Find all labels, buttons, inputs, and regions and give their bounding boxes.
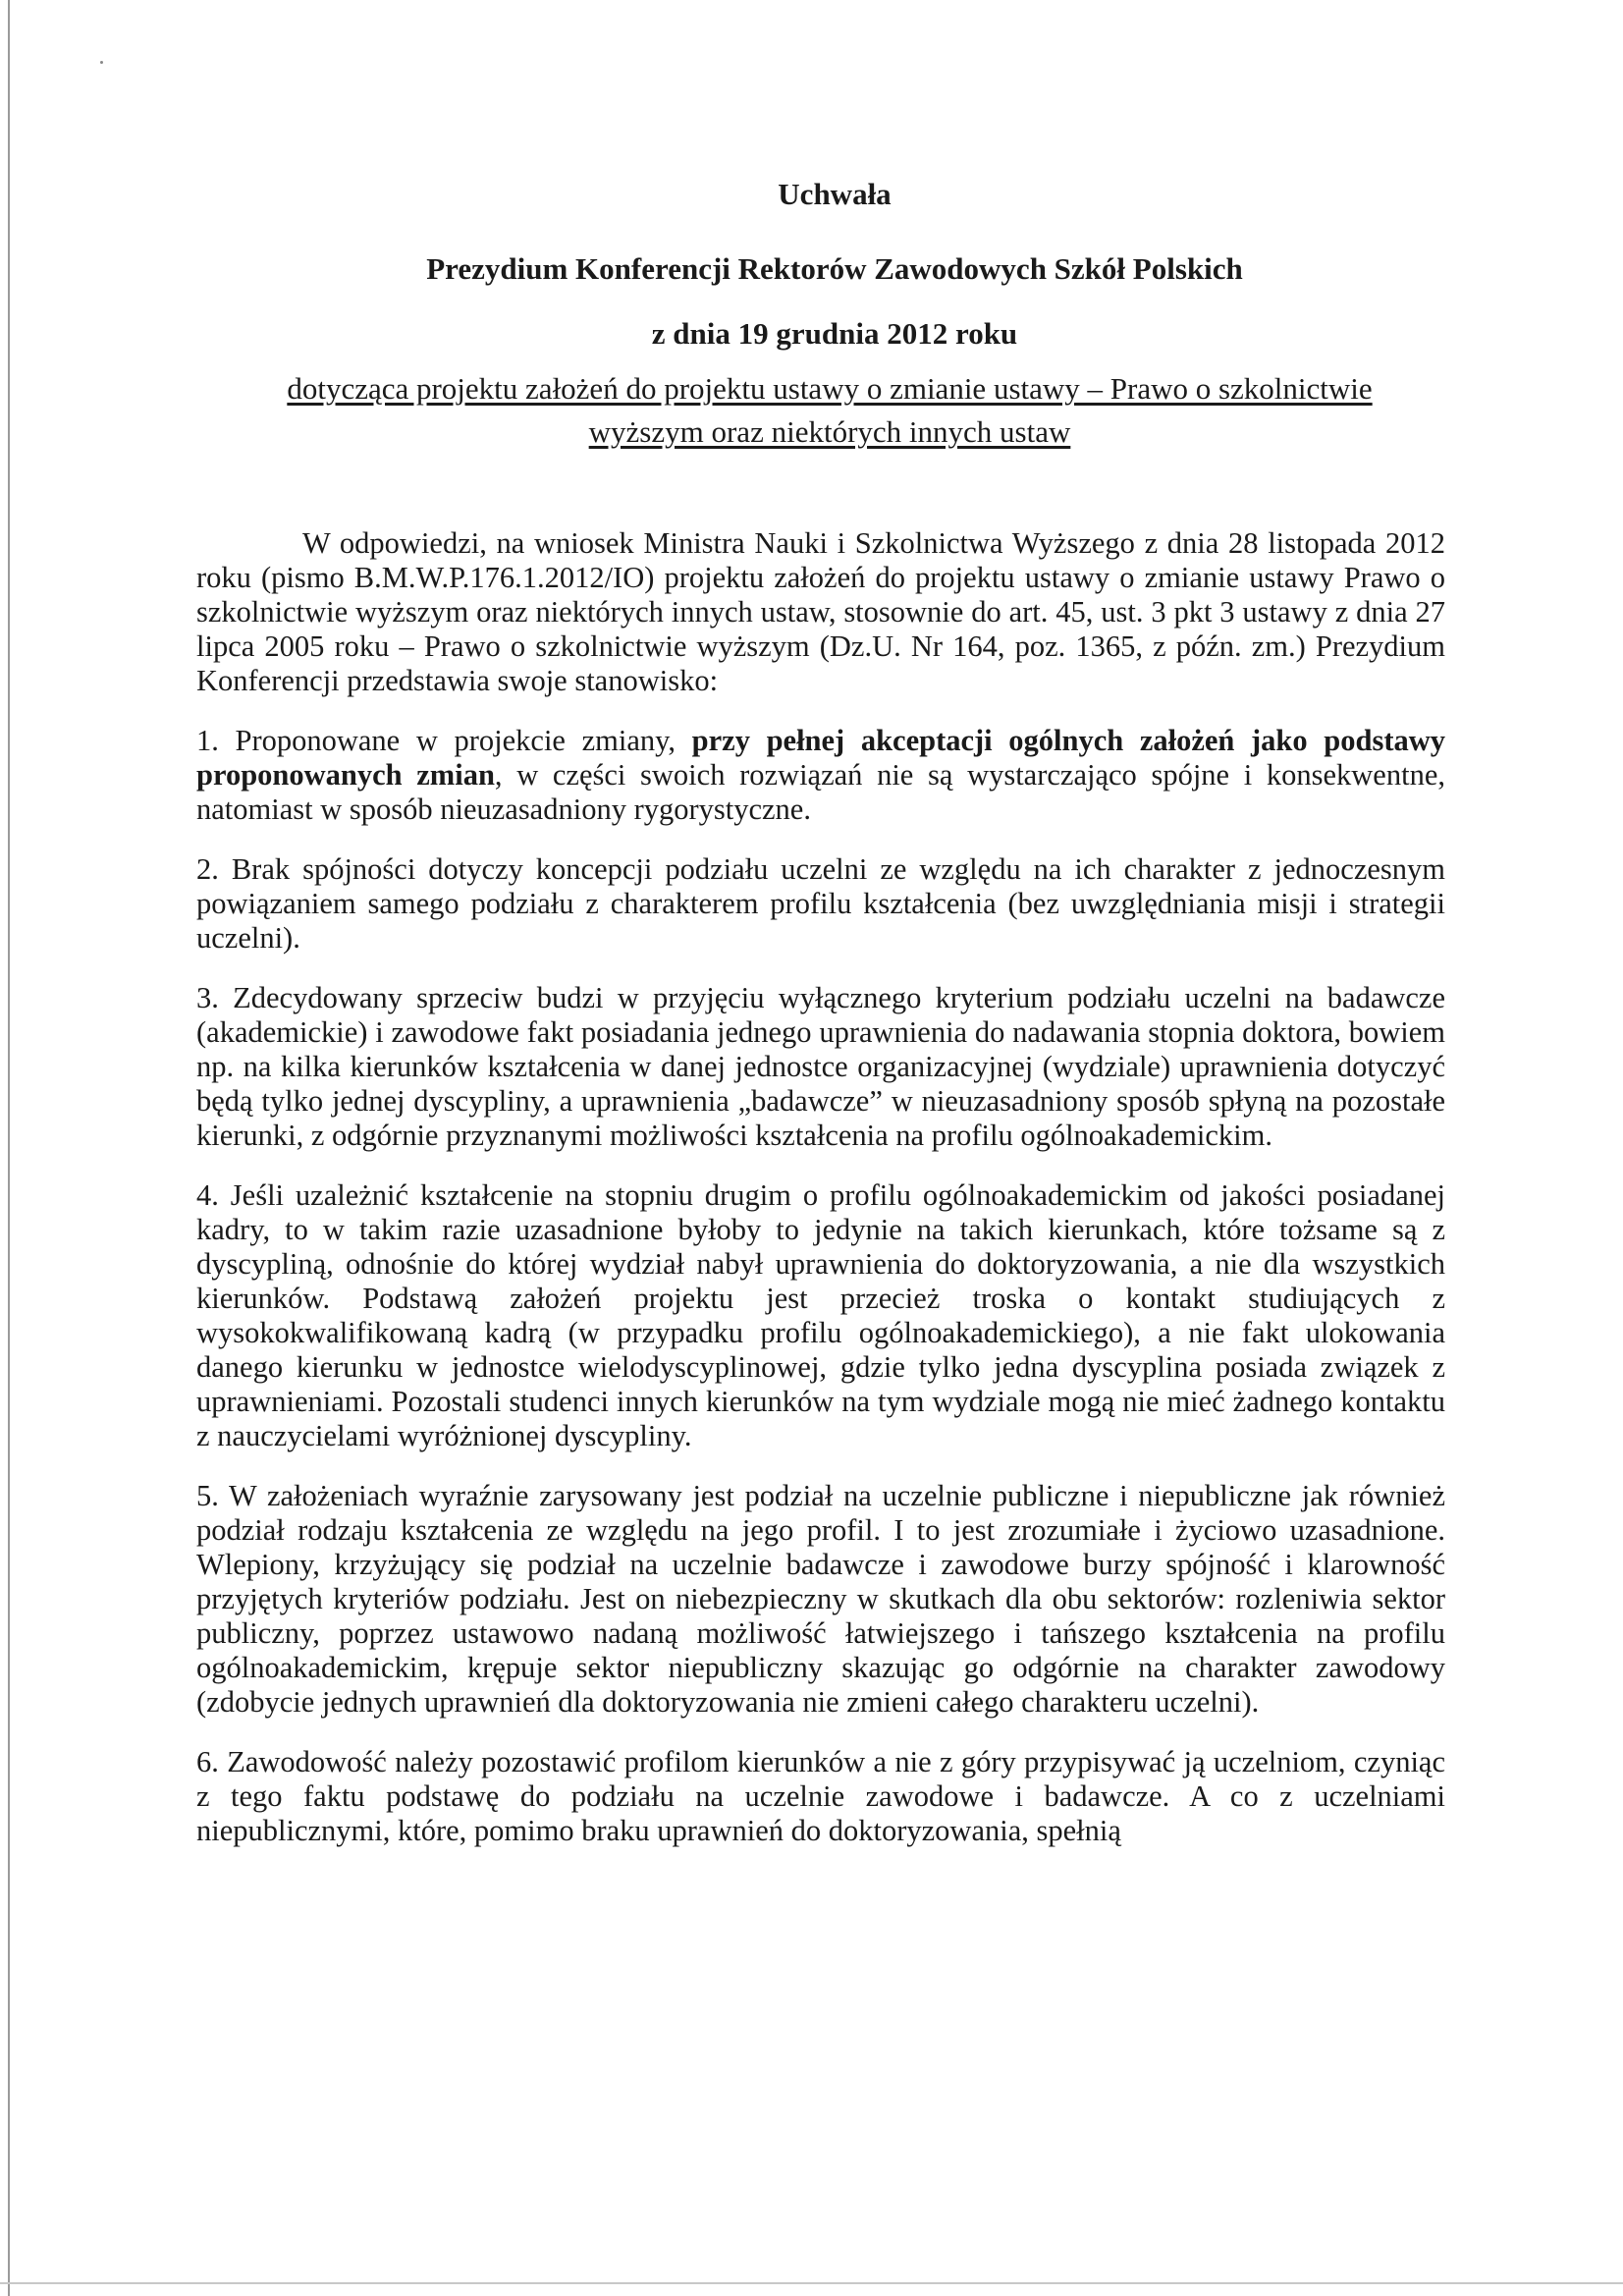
point-1-suffix: , w części swoich rozwiązań nie są wystarczająco spójne i konsekwentne, natomiast w sposób nieuzasadniony rygorystyczne. [196,758,1445,826]
point-1 [196,724,1445,827]
document-body [196,526,1445,1874]
point-5: 5. W założeniach wyraźnie zarysowany jest podział na uczelnie publiczne i niepubliczne jak również podział rodzaju kształcenia ze względu na jego profil. I to jest zrozumiałe i życiowo uzasadnione. Wlepiony, krzyżujący się podział na uczelnie badawcze i zawodowe burzy spójność i klarowność przyjętych kryteriów podziału. Jest on niebezpieczny w skutkach dla obu sektorów: rozleniwia sektor publiczny, poprzez ustawowo nadaną możliwość łatwiejszego i tańszego kształcenia na profilu ogólnoakademickim, krępuje sektor niepubliczny skazując go odgórnie na charakter zawodowy (zdobycie jednych uprawnień dla doktoryzowania nie zmieni całego charakteru uczelni). [196,1479,1445,1719]
point-1-bold: przy pełnej akceptacji ogólnych założeń jako podstawy proponowanych zmian [196,724,1445,792]
point-3: 3. Zdecydowany sprzeciw budzi w przyjęciu wyłącznego kryterium podziału uczelni na badawcze (akademickie) i zawodowe fakt posiadania jednego uprawnienia do nadawania stopnia doktora, bowiem np. na kilka kierunków kształcenia w danej jednostce organizacyjnej (wydziale) uprawnienia dotyczyć będą tylko jednej dyscypliny, a uprawnienia „badawcze” w nieuzasadniony sposób spłyną na pozostałe kierunki, z odgórnie przyznanymi możliwości kształcenia na profilu ogólnoakademickim. [196,981,1445,1152]
resolution-subject: dotycząca projektu założeń do projektu ustawy o zmianie ustawy – Prawo o szkolnictwie wyższym oraz niektórych innych ustaw [287,371,1373,449]
resolution-date: z dnia 19 grudnia 2012 roku [651,316,1018,351]
organization-name: Prezydium Konferencji Rektorów Zawodowych Szkół Polskich [426,251,1243,286]
scan-bottom-edge [0,2282,1623,2284]
point-1-prefix: 1. Proponowane w projekcie zmiany, [196,724,692,757]
intro-paragraph: W odpowiedzi, na wniosek Ministra Nauki i Szkolnictwa Wyższego z dnia 28 listopada 2012 roku (pismo B.M.W.P.176.1.2012/IO) projektu założeń do projektu ustawy o zmianie ustawy Prawo o szkolnictwie wyższym oraz niektórych innych ustaw, stosownie do art. 45, ust. 3 pkt 3 ustawy z dnia 27 lipca 2005 roku – Prawo o szkolnictwie wyższym (Dz.U. Nr 164, poz. 1365, z późn. zm.) Prezydium Konferencji przedstawia swoje stanowisko: [196,526,1445,697]
point-4: 4. Jeśli uzależnić kształcenie na stopniu drugim o profilu ogólnoakademickim od jakości posiadanej kadry, to w takim razie uzasadnione byłoby to jedynie na takich kierunkach, które tożsame są z dyscypliną, odnośnie do której wydział nabył uprawnienia do doktoryzowania, a nie dla wszystkich kierunków. Podstawą założeń projektu jest przecież troska o kontakt studiujących z wysokokwalifikowaną kadrą (w przypadku profilu ogólnoakademickiego), a nie fakt ulokowania danego kierunku w jednostce wielodyscyplinowej, gdzie tylko jedna dyscyplina posiada związek z uprawnieniami. Pozostali studenci innych kierunków na tym wydziale mogą nie mieć żadnego kontaktu z nauczycielami wyróżnionej dyscypliny. [196,1178,1445,1452]
point-6: 6. Zawodowość należy pozostawić profilom kierunków a nie z góry przypisywać ją uczelniom, czyniąc z tego faktu podstawę do podziału na uczelnie zawodowe i badawcze. A co z uczelniami niepublicznymi, które, pomimo braku uprawnień do doktoryzowania, spełnią [196,1745,1445,1847]
scan-margin-line [8,0,10,2296]
scan-speck [100,61,103,64]
point-2: 2. Brak spójności dotyczy koncepcji podziału uczelni ze względu na ich charakter z jednoczesnym powiązaniem samego podziału z charakterem profilu kształcenia (bez uwzględniania misji i strategii uczelni). [196,852,1445,955]
resolution-title: Uchwała [778,177,892,211]
